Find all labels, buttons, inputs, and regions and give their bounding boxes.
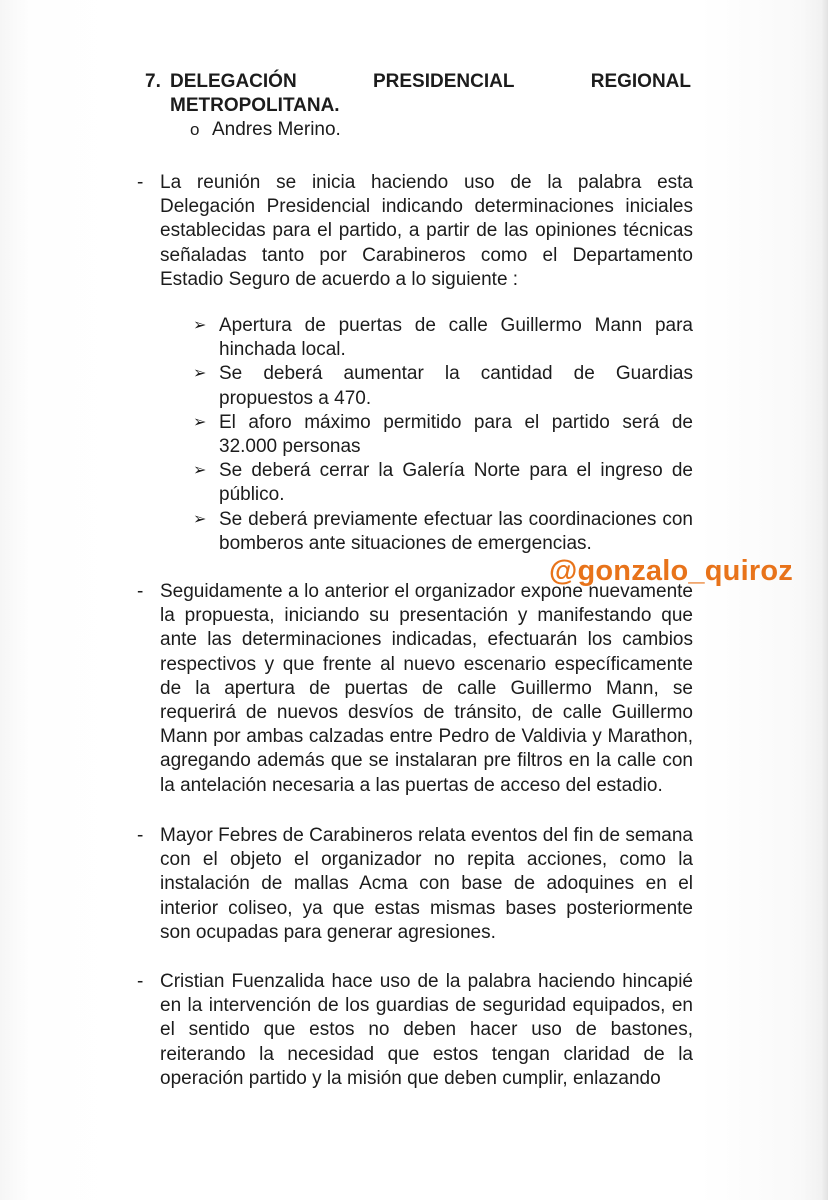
paragraph-4 (137, 970, 693, 1091)
determinations-list (193, 314, 693, 556)
dash-bullet: - (137, 172, 144, 193)
subitem-text: Andres Merino. (212, 119, 341, 140)
section-heading-word-3: REGIONAL (590, 71, 691, 92)
section-heading-word-1: 7. DELEGACIÓN (145, 71, 297, 92)
arrow-bullet-icon: ➢ (193, 462, 207, 480)
list-item: ➢ Apertura de puertas de calle Guillermo Mann para hinchada local. (193, 315, 693, 361)
paragraph-text: Mayor Febres de Carabineros relata eventos del fin de semana con el objeto el organizador no repita acciones, como la instalación de mallas Acma con base de adoquines en el interior coliseo, ya que estas mismas bases posteriormente son ocupadas para generar agresiones. (160, 825, 693, 943)
paragraph-text: Cristian Fuenzalida hace uso de la palabra haciendo hincapié en la intervención de los guardias de seguridad equipados, en el sentido que estos no deben hacer uso de bastones, reiterando la necesidad que estos tengan claridad de la operación partido y la misión que deben cumplir, enlazando (160, 971, 693, 1089)
watermark-handle: @gonzalo_quiroz (549, 555, 793, 587)
arrow-bullet-icon: ➢ (193, 510, 207, 528)
list-item: ➢ Se deberá aumentar la cantidad de Guardias propuestos a 470. (193, 363, 693, 409)
section-heading-line1 (145, 70, 691, 94)
arrow-bullet-icon: ➢ (193, 317, 207, 334)
dash-bullet: - (137, 581, 144, 602)
paragraph-text: La reunión se inicia haciendo uso de la palabra esta Delegación Presidencial indicando determinaciones iniciales establecidas para el partido, a partir de las opiniones técnicas señaladas tanto por Carabineros como el Departamento Estadio Seguro de acuerdo a lo siguiente : (160, 172, 693, 290)
dash-bullet: - (137, 825, 144, 846)
section-heading (145, 70, 691, 118)
list-item: ➢ El aforo máximo permitido para el partido será de 32.000 personas (193, 411, 693, 458)
page-edge-shadow (822, 0, 828, 1200)
paragraph-2 (137, 580, 693, 798)
paragraph-3 (137, 824, 693, 945)
section-subitem (190, 118, 341, 142)
section-heading-word-2: PRESIDENCIAL (372, 71, 515, 92)
circle-bullet-icon: o (190, 120, 200, 139)
paragraph-text: Seguidamente a lo anterior el organizador expone nuevamente la propuesta, iniciando su presentación y manifestando que ante las determinaciones indicadas, efectuarán los cambios respectivos y que frente al nuevo escenario específicamente de la apertura de puertas de calle Guillermo Mann, se requerirá de nuevos desvíos de tránsito, de calle Guillermo Mann por ambas calzadas entre Pedro de Valdivia y Marathon, agregando además que se instalaran pre filtros en la calle con la antelación necesaria a las puertas de acceso del estadio. (160, 581, 693, 796)
section-heading-line2: METROPOLITANA. (170, 95, 340, 116)
list-item: ➢ Se deberá cerrar la Galería Norte para el ingreso de público. (193, 460, 693, 506)
dash-bullet: - (137, 971, 144, 992)
arrow-bullet-icon: ➢ (193, 365, 207, 383)
arrow-bullet-icon: ➢ (193, 413, 207, 431)
paragraph-1 (137, 171, 693, 292)
list-item: ➢ Se deberá previamente efectuar las coordinaciones con bomberos ante situaciones de emergencias. (193, 508, 693, 554)
section-number: 7. (145, 71, 161, 92)
